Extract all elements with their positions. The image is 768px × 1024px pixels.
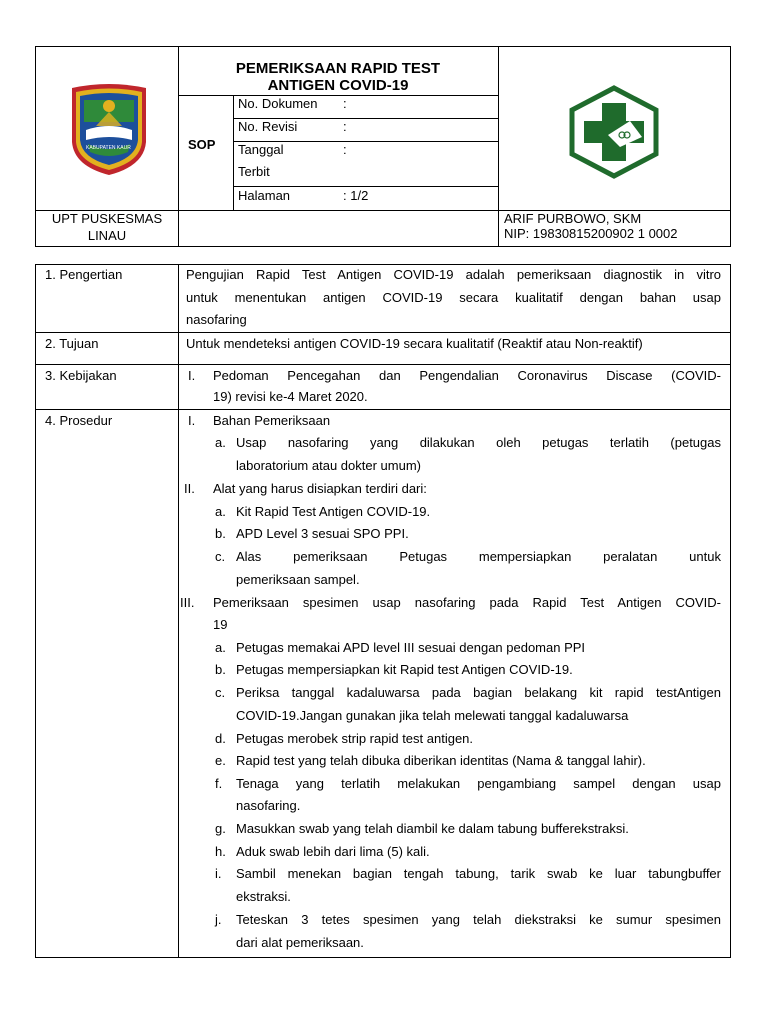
item-text: Sambil menekan bagian tengah tabung, tarik swab ke luar tabungbuffer [236, 866, 721, 881]
pengertian-line: untuk menentukan antigen COVID-19 secara kualitatif dengan bahan usap [186, 290, 721, 305]
field-label-no-dokumen: No. Dokumen [238, 96, 318, 111]
kebijakan-number: I. [188, 368, 196, 383]
item-text: pemeriksaan sampel. [236, 572, 360, 587]
section-label-kebijakan: 3. Kebijakan [45, 368, 117, 383]
item-marker: c. [215, 685, 226, 700]
document-title-line2: ANTIGEN COVID-19 [267, 77, 409, 94]
part-title: Alat yang harus disiapkan terdiri dari: [213, 481, 427, 496]
item-text: Rapid test yang telah dibuka diberikan identitas (Nama & tanggal lahir). [236, 753, 646, 768]
item-text: laboratorium atau dokter umum) [236, 458, 421, 473]
part-number: III. [180, 595, 195, 610]
pengertian-line: Pengujian Rapid Test Antigen COVID-19 adalah pemeriksaan diagnostik in vitro [186, 267, 721, 282]
kebijakan-line: 19) revisi ke-4 Maret 2020. [213, 389, 368, 404]
part-title: Pemeriksaan spesimen usap nasofaring pada Rapid Test Antigen COVID- [213, 595, 721, 610]
tujuan-line: Untuk mendeteksi antigen COVID-19 secara kualitatif (Reaktif atau Non-reaktif) [186, 336, 643, 351]
field-value-no-revisi: : [343, 119, 347, 134]
pengertian-line: nasofaring [186, 312, 247, 327]
item-marker: b. [215, 662, 226, 677]
unit-name-line2: LINAU [87, 228, 127, 243]
part-title: Bahan Pemeriksaan [213, 413, 331, 428]
item-marker: a. [215, 504, 226, 519]
sop-label: SOP [188, 137, 216, 152]
item-marker: c. [215, 549, 226, 564]
item-text: Aduk swab lebih dari lima (5) kali. [236, 844, 430, 859]
item-marker: b. [215, 526, 226, 541]
document-title: PEMERIKSAAN RAPID TEST [235, 60, 441, 77]
kebijakan-line: Pedoman Pencegahan dan Pengendalian Coronavirus Discase (COVID- [213, 368, 721, 383]
field-label-no-revisi: No. Revisi [238, 119, 298, 134]
head-nip: NIP: 19830815200902 1 0002 [504, 226, 678, 241]
field-label-tanggal: Tanggal [238, 142, 284, 157]
crest-caption: KABUPATEN KAUR [86, 145, 131, 151]
item-text: Usap nasofaring yang dilakukan oleh petugas terlatih (petugas [236, 435, 721, 450]
item-marker: a. [215, 435, 226, 450]
item-marker: d. [215, 731, 226, 746]
field-label-halaman: Halaman [238, 188, 291, 203]
part-title-line2: 19 [213, 617, 228, 632]
item-text: Petugas merobek strip rapid test antigen. [236, 731, 474, 746]
field-label-terbit: Terbit [238, 164, 270, 179]
item-marker: h. [215, 844, 226, 859]
item-text: Kit Rapid Test Antigen COVID-19. [236, 504, 431, 519]
section-label-prosedur: 4. Prosedur [45, 413, 113, 428]
item-text: Masukkan swab yang telah diambil ke dalam tabung bufferekstraksi. [236, 821, 629, 836]
item-text: Periksa tanggal kadaluwarsa pada bagian belakang kit rapid testAntigen [236, 685, 721, 700]
regency-crest-logo [66, 82, 152, 178]
item-text: Petugas memakai APD level III sesuai dengan pedoman PPI [236, 640, 586, 655]
item-text: dari alat pemeriksaan. [236, 935, 364, 950]
item-marker: j. [215, 912, 222, 927]
item-marker: i. [215, 866, 222, 881]
section-label-tujuan: 2. Tujuan [45, 336, 99, 351]
unit-name: UPT PUSKESMAS [51, 211, 163, 226]
item-text: Petugas mempersiapkan kit Rapid test Antigen COVID-19. [236, 662, 573, 677]
part-number: II. [184, 481, 195, 496]
field-value-tanggal: : [343, 142, 347, 157]
item-text: Alas pemeriksaan Petugas mempersiapkan peralatan untuk [236, 549, 721, 564]
puskesmas-logo [568, 85, 660, 179]
field-value-halaman: : 1/2 [343, 188, 369, 203]
part-number: I. [188, 413, 196, 428]
field-value-no-dokumen: : [343, 96, 347, 111]
item-text: ekstraksi. [236, 889, 291, 904]
item-text: Teteskan 3 tetes spesimen yang telah diekstraksi ke sumur spesimen [236, 912, 721, 927]
item-text: nasofaring. [236, 798, 301, 813]
item-marker: g. [215, 821, 226, 836]
item-marker: e. [215, 753, 226, 768]
section-label-pengertian: 1. Pengertian [45, 267, 123, 282]
item-marker: f. [215, 776, 223, 791]
item-text: APD Level 3 sesuai SPO PPI. [236, 526, 409, 541]
item-text: COVID-19.Jangan gunakan jika telah melewati tanggal kadaluwarsa [236, 708, 629, 723]
item-marker: a. [215, 640, 226, 655]
head-name: ARIF PURBOWO, SKM [504, 211, 642, 226]
item-text: Tenaga yang terlatih melakukan pengambiang sampel dengan usap [236, 776, 721, 791]
